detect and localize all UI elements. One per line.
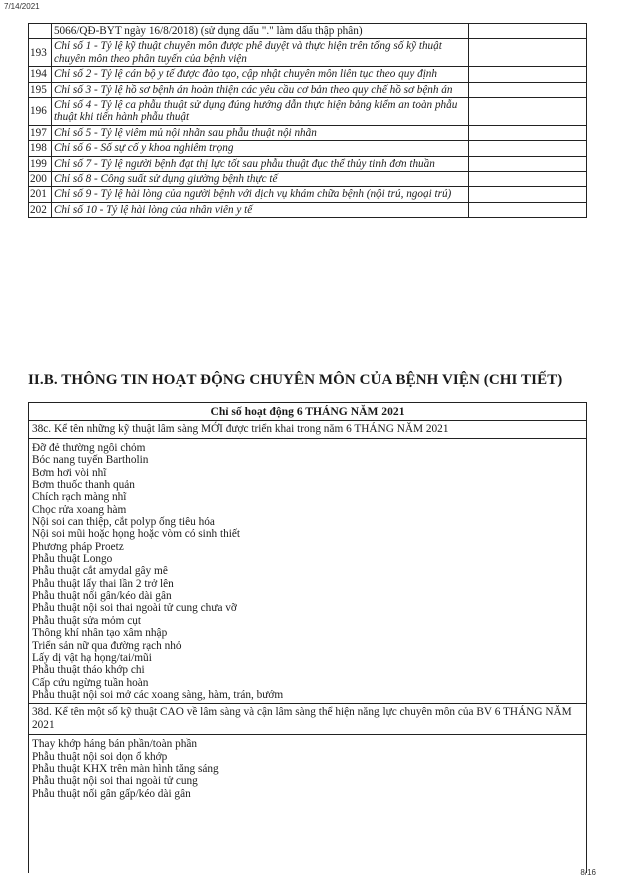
row-value — [468, 98, 586, 126]
row-number: 194 — [29, 67, 52, 82]
row-text: Chỉ số 3 - Tỷ lệ hồ sơ bệnh án hoàn thiện các yêu cầu cơ bản theo quy chế hồ sơ bệnh án — [51, 82, 468, 97]
row-text: Chỉ số 10 - Tỷ lệ hài lòng của nhân viên y tế — [51, 202, 468, 217]
row-value — [468, 125, 586, 140]
row-number: 197 — [29, 125, 52, 140]
row-number: 200 — [29, 172, 52, 187]
row-text: Chỉ số 9 - Tỷ lệ hài lòng của người bệnh với dịch vụ khám chữa bệnh (nội trú, ngoại trú) — [51, 187, 468, 202]
list-item: Phẫu thuật KHX trên màn hình tăng sáng — [32, 762, 219, 775]
list-item: Phương pháp Proetz — [32, 540, 124, 553]
table-row — [29, 39, 587, 67]
row-text: Chỉ số 8 - Công suất sử dụng giường bệnh thực tế — [51, 172, 468, 187]
table-row — [29, 98, 587, 126]
row-text: Chỉ số 4 - Tỷ lệ ca phẫu thuật sử dụng đúng hướng dẫn thực hiện bảng kiểm an toàn phẫu thuật khi tiến hành phẫu thuật — [51, 98, 468, 126]
list-item: Cấp cứu ngừng tuần hoàn — [32, 676, 149, 689]
list-item: Bóc nang tuyến Bartholin — [32, 454, 149, 467]
table-row — [29, 125, 587, 140]
list-item: Phẫu thuật nội soi dọn ổ khớp — [32, 750, 168, 763]
table-row — [29, 67, 587, 82]
row-number: 202 — [29, 202, 52, 217]
list-item: Thông khí nhân tạo xâm nhập — [32, 627, 168, 640]
list-item: Bơm thuốc thanh quản — [32, 479, 135, 492]
row-number: 199 — [29, 156, 52, 171]
list-item: Nội soi can thiệp, cắt polyp ống tiêu hóa — [32, 516, 215, 529]
page-number: 8/16 — [580, 868, 596, 877]
list-item: Thay khớp háng bán phần/toàn phần — [32, 738, 198, 751]
list-item: Chọc rửa xoang hàm — [32, 503, 127, 516]
question-38d: 38d. Kể tên một số kỹ thuật CAO về lâm sàng và cận lâm sàng thể hiện năng lực chuyên môn của BV 6 THÁNG NĂM 2021 — [29, 703, 586, 735]
indicator-table — [28, 23, 587, 218]
row-value — [468, 82, 586, 97]
row-number: 196 — [29, 98, 52, 126]
row-number: 198 — [29, 141, 52, 156]
row-number: 195 — [29, 82, 52, 97]
row-text: Chỉ số 5 - Tỷ lệ viêm mủ nội nhãn sau phẫu thuật nội nhãn — [51, 125, 468, 140]
table-row — [29, 82, 587, 97]
table-row — [29, 187, 587, 202]
list-item: Phẫu thuật sửa mỏm cụt — [32, 614, 142, 627]
list-item: Triển sản nữ qua đường rạch nhỏ — [32, 639, 182, 652]
print-date: 7/14/2021 — [4, 2, 40, 11]
row-value — [468, 156, 586, 171]
list-item: Nội soi mũi hoặc họng hoặc vòm có sinh thiết — [32, 528, 241, 541]
list-item: Phẫu thuật nội soi thai ngoài tử cung chưa vỡ — [32, 602, 237, 615]
row-number — [29, 24, 52, 39]
table-row — [29, 156, 587, 171]
table-row — [29, 202, 587, 217]
list-item: Đỡ đẻ thường ngôi chỏm — [32, 442, 146, 454]
detail-box-header: Chỉ số hoạt động 6 THÁNG NĂM 2021 — [29, 403, 586, 421]
row-text: Chỉ số 6 - Số sự cố y khoa nghiêm trọng — [51, 141, 468, 156]
list-item: Phẫu thuật cắt amydal gây mê — [32, 565, 168, 578]
row-number: 201 — [29, 187, 52, 202]
list-38d — [29, 735, 586, 802]
row-text: Chỉ số 7 - Tỷ lệ người bệnh đạt thị lực tốt sau phẫu thuật đục thể thủy tinh đơn thuần — [51, 156, 468, 171]
list-item: Bơm hơi vòi nhĩ — [32, 466, 107, 479]
row-value — [468, 202, 586, 217]
list-item: Phẫu thuật nối gân/kéo dài gân — [32, 590, 172, 603]
list-item: Phẫu thuật nội soi thai ngoài tử cung — [32, 775, 198, 788]
list-item: Lấy dị vật hạ họng/tai/mũi — [32, 651, 152, 664]
row-text: Chỉ số 1 - Tỷ lệ kỹ thuật chuyên môn được phê duyệt và thực hiện trên tổng số kỹ thuật chuyên môn theo phân tuyến của bệnh viện — [51, 39, 468, 67]
row-value — [468, 67, 586, 82]
row-value — [468, 187, 586, 202]
table-row — [29, 24, 587, 39]
list-item: Phẫu thuật nội soi mở các xoang sàng, hàm, trán, bướm — [32, 688, 284, 701]
list-38c — [29, 439, 586, 703]
row-text: Chỉ số 2 - Tỷ lệ cán bộ y tế được đào tạo, cập nhật chuyên môn liên tục theo quy định — [51, 67, 468, 82]
list-item: Chích rạch màng nhĩ — [32, 491, 127, 504]
list-item: Phẫu thuật Longo — [32, 553, 113, 566]
detail-box — [28, 402, 587, 873]
row-value — [468, 39, 586, 67]
row-value — [468, 172, 586, 187]
row-value — [468, 24, 586, 39]
row-number: 193 — [29, 39, 52, 67]
section-title: II.B. THÔNG TIN HOẠT ĐỘNG CHUYÊN MÔN CỦA BỆNH VIỆN (CHI TIẾT) — [28, 372, 563, 388]
table-row — [29, 172, 587, 187]
list-item: Phẫu thuật nối gân gấp/kéo dài gân — [32, 787, 191, 800]
list-item: Phẫu thuật tháo khớp chi — [32, 664, 145, 677]
row-value — [468, 141, 586, 156]
table-row — [29, 141, 587, 156]
question-38c: 38c. Kể tên những kỹ thuật lâm sàng MỚI được triển khai trong năm 6 THÁNG NĂM 2021 — [29, 421, 586, 439]
list-item: Phẫu thuật lấy thai lần 2 trở lên — [32, 577, 174, 590]
row-text: 5066/QĐ-BYT ngày 16/8/2018) (sử dụng dấu "." làm dấu thập phân) — [51, 24, 468, 39]
